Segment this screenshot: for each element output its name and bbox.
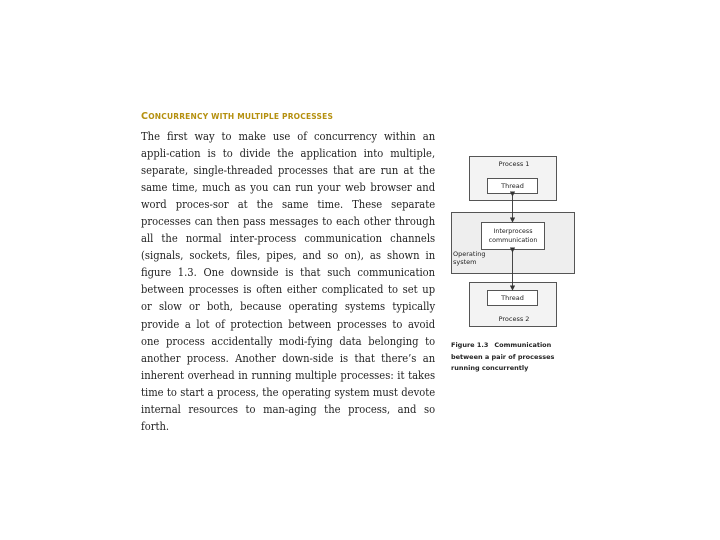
process-1-label: Process 1 [498, 160, 530, 168]
os-label-line1: Operating [453, 250, 486, 258]
ipc-label-line2: communication [488, 237, 538, 244]
caption-number: Figure 1.3 [451, 341, 489, 349]
figure-diagram [448, 156, 578, 336]
section-heading-cap: C [141, 111, 149, 122]
figure-caption [451, 340, 576, 375]
os-label-line2: system [453, 258, 477, 266]
section-heading [141, 111, 441, 122]
caption-text: Communication between a pair of processes running concurrently [451, 341, 555, 372]
thread-2-box: Thread [487, 290, 538, 306]
thread-1-box: Thread [487, 178, 538, 194]
process-2-label: Process 2 [498, 315, 530, 323]
section-heading-rest: ONCURRENCY WITH MULTIPLE PROCESSES [148, 112, 334, 121]
body-paragraph: The first way to make use of concurrency within an appli-cation is to divide the application into multiple, separate, single-threaded processes that are run at the same time, much as you can run your web browser and word proces-sor at the same time. These separate processes can then pass messages to each other through all the normal inter-process communication channels (signals, sockets, files, pipes, and so on), as shown in figure 1.3. One downside is that such communication between processes is often either complicated to set up or slow or both, because operating systems typically provide a lot of protection between processes to avoid one process accidentally modi-fying data belonging to another process. Another down-side is that there’s an inherent overhead in running multiple processes: it takes time to start a process, the operating system must devote internal resources to man-aging the process, and so forth. [141, 129, 436, 433]
ipc-label-line1: Interprocess [493, 228, 533, 235]
arrows [448, 156, 578, 336]
